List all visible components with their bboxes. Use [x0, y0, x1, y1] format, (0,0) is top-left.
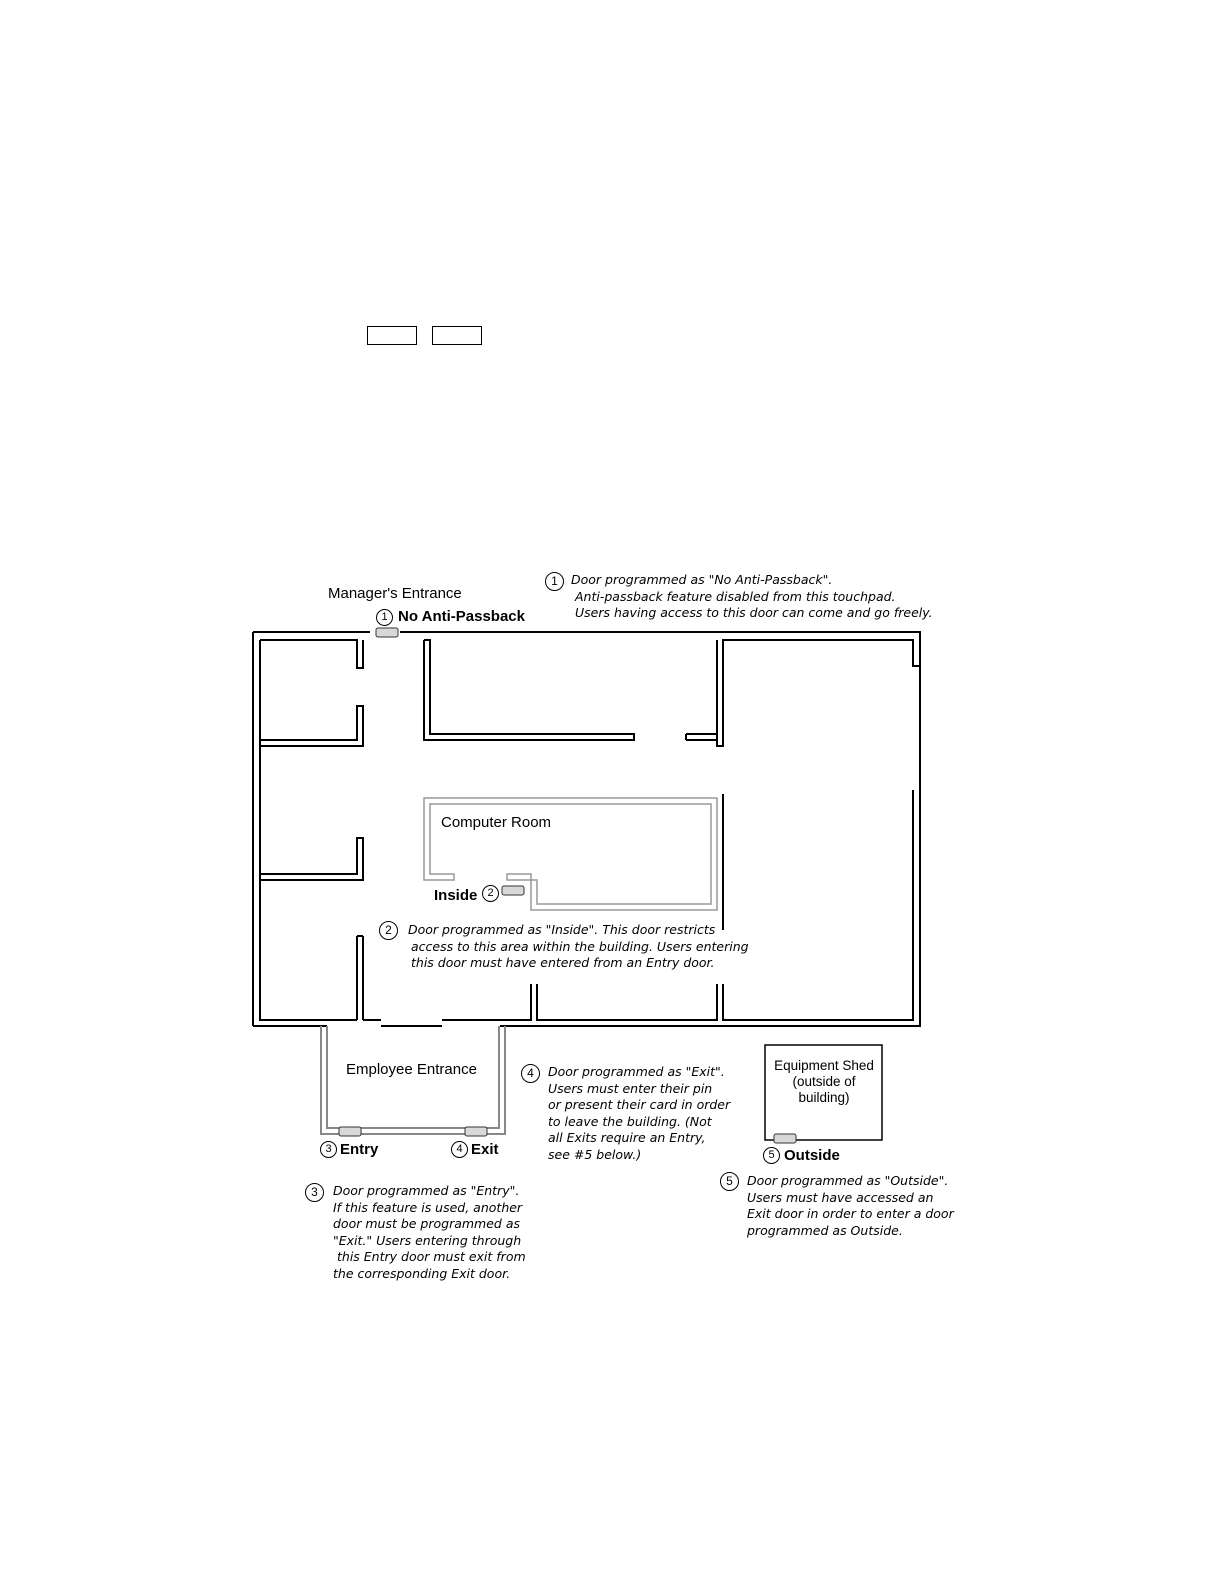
- door-number-2: 2: [482, 885, 499, 902]
- note-4-line-5: all Exits require an Entry,: [548, 1130, 706, 1145]
- note-3-line-5: this Entry door must exit from: [337, 1249, 526, 1264]
- reader-2: [502, 886, 524, 895]
- door-number-3: 3: [320, 1141, 337, 1158]
- reader-5: [774, 1134, 796, 1143]
- note-4-line-2: Users must enter their pin: [548, 1080, 713, 1096]
- note-2-line-2: access to this area within the building. Users entering: [411, 938, 749, 954]
- employee-entrance-label: Employee Entrance: [346, 1061, 477, 1078]
- note-5-number: 5: [720, 1172, 739, 1191]
- note-3-line-3: door must be programmed as: [333, 1216, 521, 1231]
- door-label-exit: Exit: [471, 1141, 499, 1158]
- door-number-5: 5: [763, 1147, 780, 1164]
- note-2-line-1: Door programmed as "Inside". This door restricts: [408, 922, 716, 937]
- door-label-outside: Outside: [784, 1147, 840, 1164]
- reader-1: [376, 628, 398, 637]
- note-5-line-3: Exit door in order to enter a door: [747, 1206, 954, 1221]
- reader-4: [465, 1127, 487, 1136]
- note-4-number: 4: [521, 1064, 540, 1083]
- computer-room-label: Computer Room: [441, 814, 552, 831]
- note-4-line-1: Door programmed as "Exit".: [548, 1064, 725, 1079]
- door-label-no-anti-passback: No Anti-Passback: [398, 608, 525, 625]
- door-label-entry: Entry: [340, 1141, 379, 1158]
- note-2-number: 2: [379, 921, 398, 940]
- note-5-line-2: Users must have accessed an: [747, 1189, 934, 1205]
- note-4-line-4: to leave the building. (Not: [548, 1113, 712, 1129]
- left-room-walls: [260, 640, 363, 1020]
- note-5: [747, 1173, 954, 1239]
- vestibule-walls: [321, 1026, 505, 1134]
- note-1: [571, 572, 933, 622]
- note-4-line-6: see #5 below.): [548, 1146, 642, 1162]
- note-3: [333, 1183, 526, 1282]
- reader-3: [339, 1127, 361, 1136]
- door-label-inside: Inside: [434, 887, 478, 904]
- note-4: [548, 1064, 730, 1163]
- note-1-line-1: Door programmed as "No Anti-Passback".: [571, 572, 833, 587]
- door-number-4: 4: [451, 1141, 468, 1158]
- note-3-line-1: Door programmed as "Entry".: [333, 1183, 520, 1198]
- door-number-1: 1: [376, 609, 393, 626]
- note-1-number: 1: [545, 572, 564, 591]
- note-3-line-4: "Exit." Users entering through: [333, 1232, 522, 1248]
- note-1-line-3: Users having access to this door can come and go freely.: [575, 605, 933, 620]
- note-3-line-2: If this feature is used, another: [333, 1199, 523, 1215]
- note-2: [408, 922, 749, 972]
- outer-wall-inside: [260, 640, 920, 746]
- note-4-line-3: or present their card in order: [548, 1097, 731, 1112]
- note-3-number: 3: [305, 1183, 324, 1202]
- note-5-line-4: programmed as Outside.: [747, 1222, 903, 1238]
- equipment-shed-label: Equipment Shed (outside of building): [774, 1058, 874, 1105]
- note-1-line-2: Anti-passback feature disabled from this touchpad.: [575, 588, 896, 604]
- note-5-line-1: Door programmed as "Outside".: [747, 1173, 949, 1188]
- note-3-line-6: the corresponding Exit door.: [333, 1265, 511, 1281]
- managers-entrance-label: Manager's Entrance: [328, 585, 462, 602]
- note-2-line-3: this door must have entered from an Entry door.: [411, 955, 715, 970]
